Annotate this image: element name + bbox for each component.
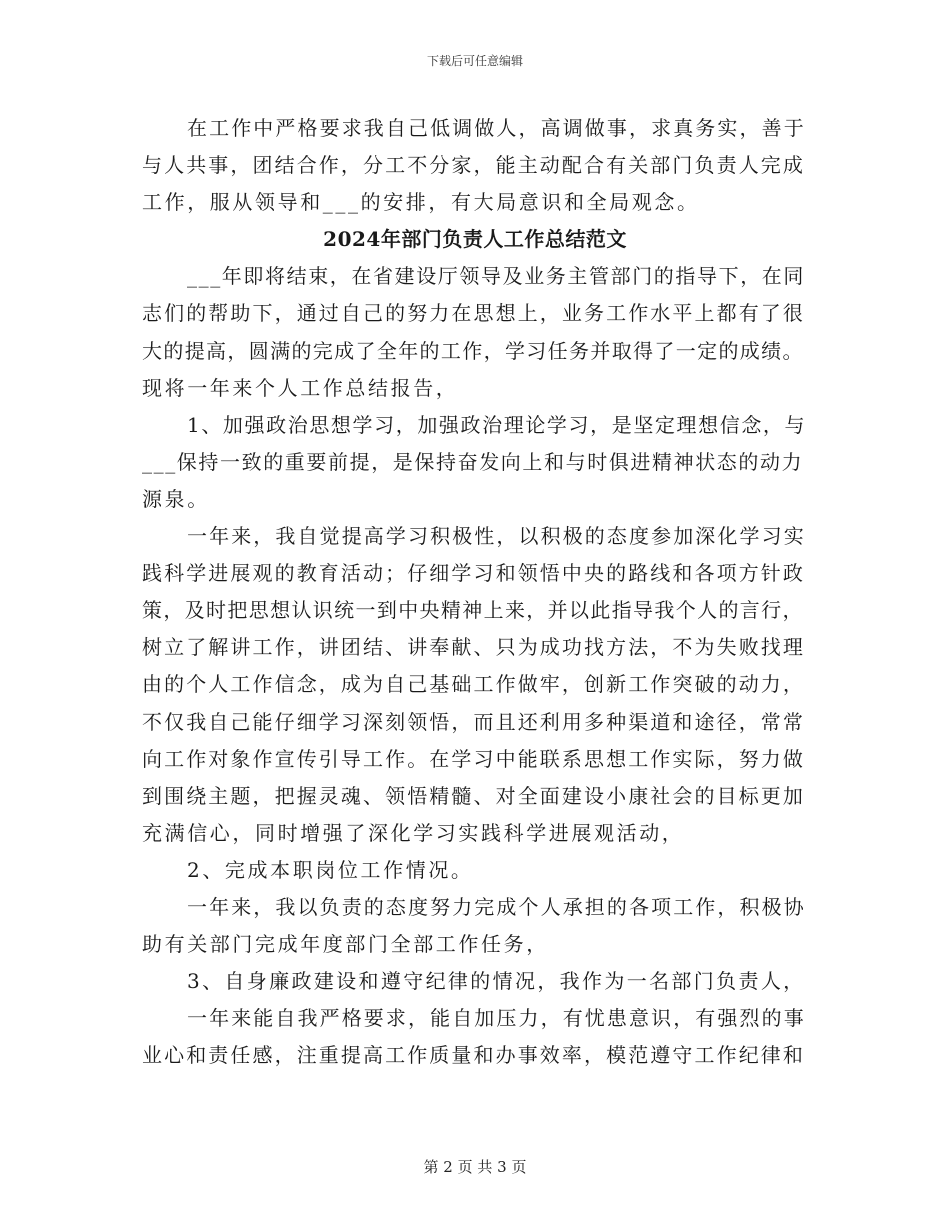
paragraph-line: ___年即将结束，在省建设厅领导及业务主管部门的指导下，在同	[187, 264, 805, 289]
paragraph-line: 一年来能自我严格要求，能自加压力，有忧患意识，有强烈的事	[187, 1006, 806, 1031]
paragraph-line: 大的提高，圆满的完成了全年的工作，学习任务并取得了一定的成绩。	[142, 338, 804, 363]
paragraph-line: 一年来，我以负责的态度努力完成个人承担的各项工作，积极协	[187, 894, 806, 919]
paragraph-line: 现将一年来个人工作总结报告，	[142, 375, 459, 400]
paragraph-line: 业心和责任感，注重提高工作质量和办事效率，模范遵守工作纪律和	[142, 1043, 805, 1068]
paragraph-line: 不仅我自己能仔细学习深刻领悟，而且还利用多种渠道和途径，常常	[142, 709, 805, 734]
paragraph-line: 与人共事，团结合作，分工不分家，能主动配合有关部门负责人完成	[142, 153, 805, 178]
paragraph-line: 到围绕主题，把握灵魂、领悟精髓、对全面建设小康社会的目标更加	[142, 783, 805, 808]
paragraph-line: 源泉。	[142, 486, 210, 511]
paragraph-line: 2、完成本职岗位工作情况。	[187, 857, 474, 882]
paragraph-line: 一年来，我自觉提高学习积极性，以积极的态度参加深化学习实	[187, 524, 806, 549]
page-number-footer: 第 2 页 共 3 页	[423, 1158, 527, 1176]
paragraph-line: ___保持一致的重要前提，是保持奋发向上和与时俱进精神状态的动力	[142, 449, 804, 474]
paragraph-line: 由的个人工作信念，成为自己基础工作做牢，创新工作突破的动力，	[142, 672, 805, 697]
paragraph-line: 助有关部门完成年度部门全部工作任务，	[142, 932, 549, 957]
paragraph-line: 3、自身廉政建设和遵守纪律的情况，我作为一名部门负责人，	[187, 969, 806, 994]
paragraph-line: 工作，服从领导和___的安排，有大局意识和全局观念。	[142, 190, 700, 215]
paragraph-line: 充满信心，同时增强了深化学习实践科学进展观活动，	[142, 820, 685, 845]
paragraph-line: 志们的帮助下，通过自己的努力在思想上，业务工作水平上都有了很	[142, 301, 805, 326]
document-title: 2024年部门负责人工作总结范文	[323, 227, 627, 252]
paragraph-line: 1、加强政治思想学习，加强政治理论学习，是坚定理想信念，与	[187, 412, 807, 437]
paragraph-line: 践科学进展观的教育活动；仔细学习和领悟中央的路线和各项方针政	[142, 561, 805, 586]
paragraph-line: 在工作中严格要求我自己低调做人，高调做事，求真务实，善于	[187, 116, 806, 140]
page-header: 下载后可任意编辑	[426, 54, 523, 68]
paragraph-line: 策，及时把思想认识统一到中央精神上来，并以此指导我个人的言行，	[142, 598, 804, 623]
paragraph-line: 向工作对象作宣传引导工作。在学习中能联系思想工作实际，努力做	[142, 746, 805, 771]
paragraph-line: 树立了解讲工作，讲团结、讲奉献、只为成功找方法，不为失败找理	[142, 635, 805, 660]
document-body	[142, 110, 808, 1074]
